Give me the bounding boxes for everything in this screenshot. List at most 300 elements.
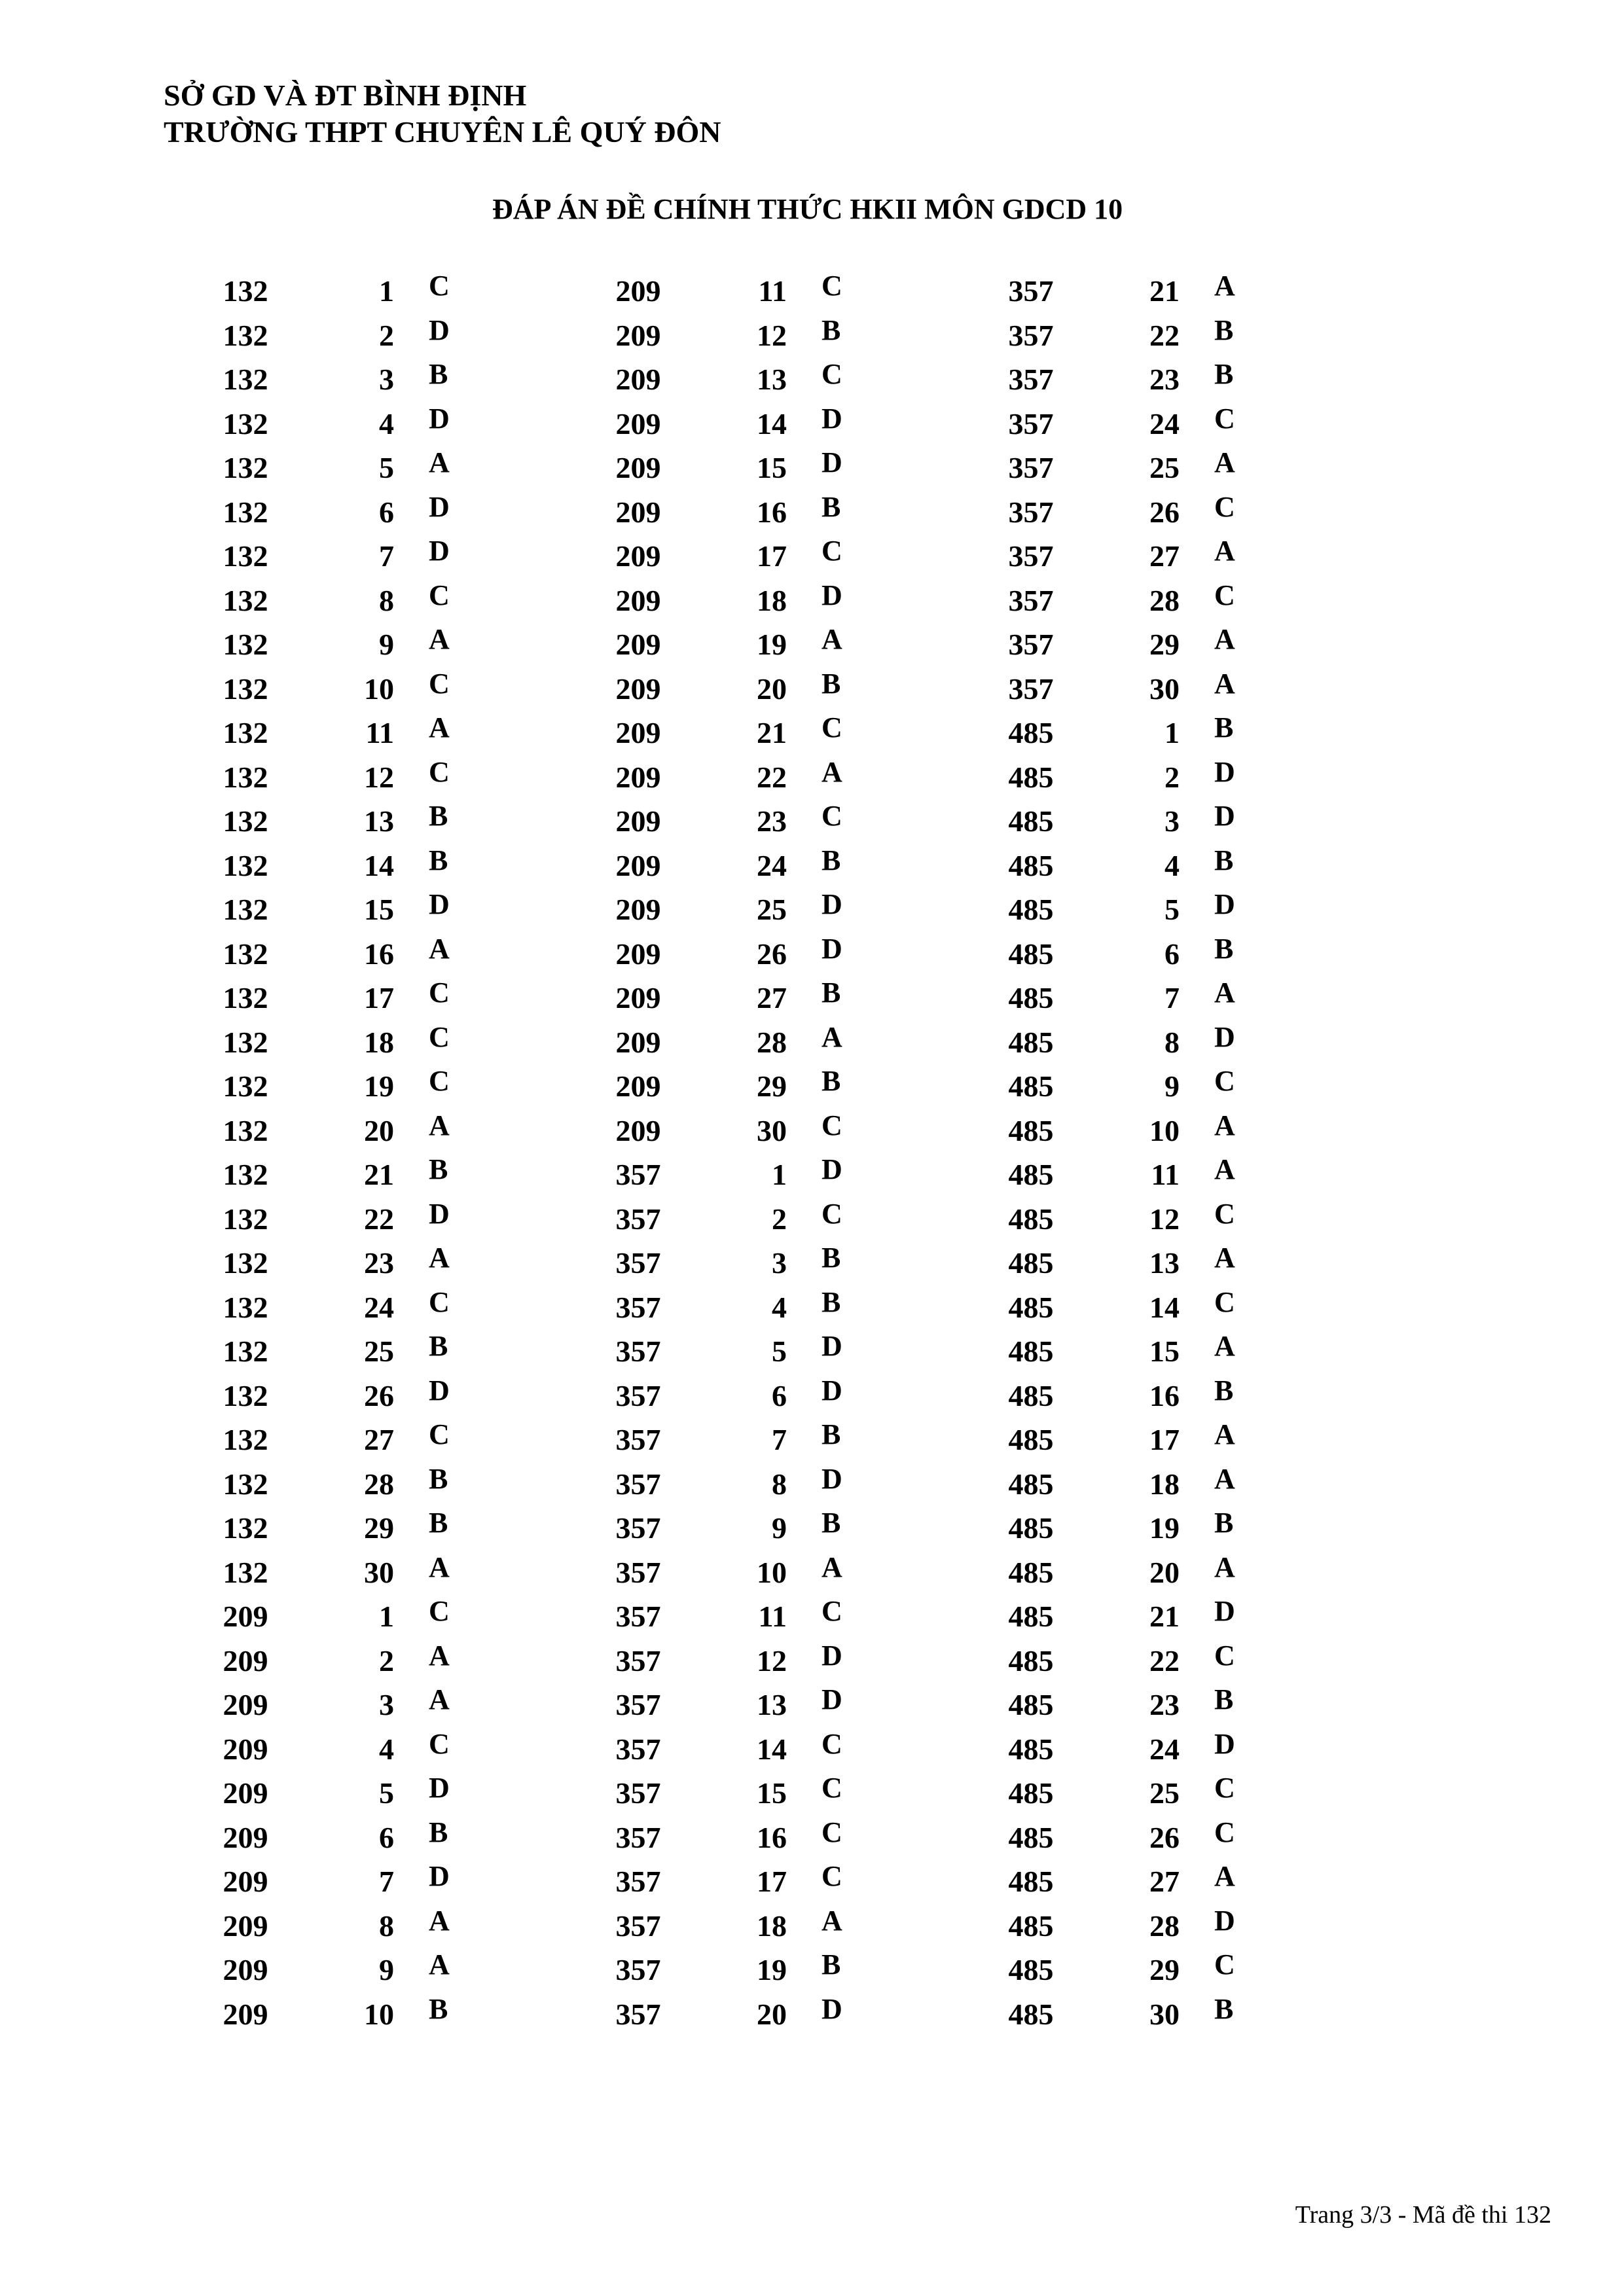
answer-row — [216, 314, 583, 358]
question-number: 25 — [757, 893, 787, 926]
answer-row — [1001, 269, 1368, 314]
answer-row — [216, 1374, 583, 1418]
answer-letter: B — [1214, 844, 1234, 876]
question-number: 6 — [1164, 937, 1180, 971]
exam-code: 209 — [223, 1732, 268, 1766]
answer-row — [216, 446, 583, 490]
exam-code: 485 — [1008, 1113, 1054, 1147]
question-number: 11 — [365, 716, 394, 749]
exam-code: 485 — [1008, 1688, 1054, 1721]
question-number: 9 — [772, 1511, 787, 1545]
answer-letter: C — [429, 1727, 450, 1760]
question-number: 8 — [379, 583, 394, 617]
answer-row — [1001, 357, 1368, 402]
answer-letter: B — [429, 1992, 448, 2025]
exam-code: 485 — [1008, 1025, 1054, 1059]
answer-letter: D — [821, 446, 842, 478]
exam-code: 209 — [615, 937, 661, 971]
answer-row — [609, 667, 975, 711]
exam-code: 357 — [615, 1555, 661, 1589]
question-number: 5 — [1164, 893, 1180, 926]
answer-row — [1001, 1506, 1368, 1551]
answer-letter: D — [1214, 888, 1235, 920]
exam-code: 357 — [615, 1909, 661, 1943]
exam-code: 485 — [1008, 760, 1054, 794]
question-number: 9 — [1164, 1069, 1180, 1103]
answer-row — [1001, 1594, 1368, 1639]
question-number: 27 — [1149, 1865, 1180, 1898]
answer-letter: A — [429, 623, 450, 655]
question-number: 9 — [379, 628, 394, 661]
answer-letter: D — [1214, 1904, 1235, 1937]
answer-letter: A — [1214, 1462, 1235, 1495]
answer-row — [1001, 711, 1368, 755]
question-number: 18 — [1149, 1467, 1180, 1501]
question-number: 1 — [772, 1158, 787, 1191]
exam-code: 209 — [223, 1865, 268, 1898]
exam-code: 132 — [223, 760, 268, 794]
exam-code: 357 — [615, 1865, 661, 1898]
question-number: 28 — [364, 1467, 394, 1501]
answer-letter: A — [1214, 623, 1235, 655]
department-name: SỞ GD VÀ ĐT BÌNH ĐỊNH — [164, 79, 527, 112]
answer-letter: C — [1214, 1285, 1235, 1318]
question-number: 2 — [772, 1202, 787, 1236]
exam-code: 209 — [223, 1997, 268, 2031]
exam-code: 132 — [223, 451, 268, 484]
answer-letter: B — [429, 1330, 448, 1362]
question-number: 9 — [379, 1953, 394, 1986]
answer-letter: D — [821, 932, 842, 965]
answer-letter: A — [429, 1242, 450, 1274]
answer-row — [609, 1064, 975, 1109]
exam-code: 209 — [615, 495, 661, 529]
answer-letter: D — [821, 1639, 842, 1672]
answer-row — [1001, 1020, 1368, 1065]
exam-code: 132 — [223, 1511, 268, 1545]
question-number: 24 — [1149, 1732, 1180, 1766]
answer-row — [216, 1992, 583, 2037]
answer-letter: A — [1214, 1109, 1235, 1141]
answer-letter: C — [821, 270, 842, 302]
exam-code: 357 — [1008, 363, 1054, 396]
answer-letter: A — [821, 1551, 842, 1583]
answer-row — [1001, 1639, 1368, 1683]
exam-code: 132 — [223, 1158, 268, 1191]
answer-row — [216, 1153, 583, 1197]
answer-letter: C — [429, 1065, 450, 1097]
exam-code: 357 — [615, 1600, 661, 1633]
question-number: 24 — [757, 848, 787, 882]
answer-row — [1001, 446, 1368, 490]
answer-row — [216, 888, 583, 932]
answer-row — [1001, 976, 1368, 1020]
answer-letter: C — [429, 1595, 450, 1627]
question-number: 2 — [379, 1643, 394, 1677]
answer-letter: A — [821, 623, 842, 655]
question-number: 15 — [364, 893, 394, 926]
question-number: 21 — [757, 716, 787, 749]
exam-code: 132 — [223, 495, 268, 529]
answer-row — [216, 1948, 583, 1992]
question-number: 23 — [1149, 363, 1180, 396]
answer-row — [216, 1418, 583, 1462]
answer-letter: C — [1214, 1816, 1235, 1848]
answer-letter: A — [1214, 446, 1235, 478]
answer-row — [1001, 1683, 1368, 1727]
answer-letter: A — [1214, 270, 1235, 302]
answer-letter: D — [1214, 755, 1235, 788]
answer-row — [1001, 1418, 1368, 1462]
question-number: 7 — [772, 1423, 787, 1456]
exam-code: 357 — [1008, 451, 1054, 484]
answer-row — [1001, 844, 1368, 888]
question-number: 4 — [1164, 848, 1180, 882]
answer-letter: C — [1214, 1197, 1235, 1230]
answer-row — [216, 402, 583, 446]
question-number: 28 — [1149, 1909, 1180, 1943]
answer-letter: B — [821, 1065, 841, 1097]
answer-letter: A — [429, 1109, 450, 1141]
answer-row — [609, 1551, 975, 1595]
answer-row — [1001, 1285, 1368, 1330]
answer-row — [609, 1948, 975, 1992]
exam-code: 485 — [1008, 1555, 1054, 1589]
exam-code: 485 — [1008, 804, 1054, 838]
answer-letter: D — [821, 1992, 842, 2025]
question-number: 13 — [757, 1688, 787, 1721]
answer-letter: C — [1214, 579, 1235, 611]
exam-code: 209 — [615, 274, 661, 308]
answer-letter: B — [821, 667, 841, 700]
question-number: 17 — [1149, 1423, 1180, 1456]
answer-row — [216, 1462, 583, 1507]
question-number: 12 — [1149, 1202, 1180, 1236]
question-number: 19 — [1149, 1511, 1180, 1545]
answer-letter: A — [429, 1639, 450, 1672]
exam-code: 485 — [1008, 1600, 1054, 1633]
answer-row — [1001, 534, 1368, 579]
answer-letter: B — [1214, 1992, 1234, 2025]
answer-row — [216, 1551, 583, 1595]
answer-row — [1001, 667, 1368, 711]
answer-row — [1001, 1948, 1368, 1992]
answer-row — [1001, 1816, 1368, 1860]
answer-row — [1001, 579, 1368, 623]
question-number: 29 — [364, 1511, 394, 1545]
answer-row — [216, 1727, 583, 1772]
exam-code: 485 — [1008, 1820, 1054, 1854]
answer-row — [609, 314, 975, 358]
question-number: 29 — [1149, 1953, 1180, 1986]
exam-code: 132 — [223, 1113, 268, 1147]
question-number: 3 — [772, 1246, 787, 1280]
question-number: 15 — [757, 1776, 787, 1810]
answer-row — [1001, 314, 1368, 358]
answer-letter: A — [1214, 1418, 1235, 1450]
answer-row — [216, 357, 583, 402]
answer-letter: B — [429, 358, 448, 390]
question-number: 25 — [364, 1335, 394, 1368]
exam-code: 357 — [615, 1732, 661, 1766]
answer-letter: C — [429, 1020, 450, 1053]
exam-code: 485 — [1008, 1202, 1054, 1236]
answer-row — [609, 402, 975, 446]
exam-code: 132 — [223, 1555, 268, 1589]
answer-letter: C — [821, 1109, 842, 1141]
exam-code: 485 — [1008, 1378, 1054, 1412]
answer-column-3 — [1001, 269, 1368, 2036]
answer-row — [609, 269, 975, 314]
exam-code: 209 — [615, 628, 661, 661]
exam-code: 209 — [615, 363, 661, 396]
question-number: 11 — [758, 1600, 787, 1633]
answer-letter: C — [821, 1860, 842, 1892]
question-number: 13 — [757, 363, 787, 396]
answer-letter: B — [429, 1816, 448, 1848]
answer-row — [216, 269, 583, 314]
exam-code: 132 — [223, 1025, 268, 1059]
exam-code: 132 — [223, 1378, 268, 1412]
answer-letter: C — [429, 977, 450, 1009]
question-number: 26 — [757, 937, 787, 971]
question-number: 20 — [364, 1113, 394, 1147]
answer-row — [216, 1639, 583, 1683]
exam-code: 485 — [1008, 1069, 1054, 1103]
exam-code: 209 — [223, 1776, 268, 1810]
question-number: 24 — [1149, 406, 1180, 440]
exam-code: 209 — [223, 1909, 268, 1943]
question-number: 1 — [1164, 716, 1180, 749]
exam-code: 209 — [615, 804, 661, 838]
exam-code: 357 — [1008, 672, 1054, 706]
answer-letter: C — [429, 1285, 450, 1318]
exam-code: 132 — [223, 1290, 268, 1324]
answer-row — [1001, 1462, 1368, 1507]
answer-letter: D — [429, 1860, 450, 1892]
question-number: 12 — [757, 1643, 787, 1677]
exam-code: 485 — [1008, 1643, 1054, 1677]
question-number: 7 — [1164, 981, 1180, 1014]
exam-code: 357 — [1008, 583, 1054, 617]
exam-code: 357 — [615, 1953, 661, 1986]
answer-letter: B — [821, 844, 841, 876]
answer-row — [216, 932, 583, 977]
answer-letter: B — [429, 800, 448, 832]
exam-code: 485 — [1008, 1776, 1054, 1810]
question-number: 30 — [1149, 672, 1180, 706]
question-number: 15 — [757, 451, 787, 484]
question-number: 28 — [1149, 583, 1180, 617]
answer-row — [609, 1639, 975, 1683]
answer-row — [216, 1197, 583, 1242]
question-number: 18 — [364, 1025, 394, 1059]
exam-code: 209 — [615, 1069, 661, 1103]
exam-code: 132 — [223, 804, 268, 838]
exam-code: 485 — [1008, 716, 1054, 749]
answer-letter: C — [821, 358, 842, 390]
answer-letter: A — [1214, 535, 1235, 567]
question-number: 2 — [1164, 760, 1180, 794]
question-number: 29 — [757, 1069, 787, 1103]
answer-letter: A — [429, 1904, 450, 1937]
answer-letter: C — [821, 800, 842, 832]
answer-letter: C — [429, 755, 450, 788]
question-number: 8 — [772, 1467, 787, 1501]
question-number: 21 — [1149, 1600, 1180, 1633]
answer-row — [1001, 1153, 1368, 1197]
exam-code: 209 — [615, 583, 661, 617]
answer-row — [609, 1771, 975, 1816]
exam-code: 357 — [1008, 274, 1054, 308]
question-number: 25 — [1149, 451, 1180, 484]
answer-row — [1001, 1064, 1368, 1109]
answer-row — [609, 1153, 975, 1197]
answer-row — [216, 534, 583, 579]
question-number: 8 — [1164, 1025, 1180, 1059]
answer-letter: D — [429, 1197, 450, 1230]
question-number: 21 — [364, 1158, 394, 1191]
exam-code: 357 — [615, 1378, 661, 1412]
exam-code: 132 — [223, 1423, 268, 1456]
answer-letter: C — [821, 1595, 842, 1627]
exam-code: 357 — [615, 1467, 661, 1501]
question-number: 14 — [757, 1732, 787, 1766]
exam-code: 357 — [615, 1776, 661, 1810]
question-number: 2 — [379, 318, 394, 352]
question-number: 5 — [379, 1776, 394, 1810]
answer-letter: D — [429, 1772, 450, 1804]
answer-row — [1001, 1109, 1368, 1153]
question-number: 12 — [364, 760, 394, 794]
answer-letter: D — [821, 1330, 842, 1362]
exam-code: 132 — [223, 1246, 268, 1280]
question-number: 23 — [364, 1246, 394, 1280]
answer-row — [1001, 1197, 1368, 1242]
question-number: 22 — [757, 760, 787, 794]
answer-row — [609, 1683, 975, 1727]
question-number: 20 — [757, 1997, 787, 2031]
exam-code: 357 — [1008, 539, 1054, 573]
answer-row — [1001, 1859, 1368, 1904]
exam-code: 485 — [1008, 1997, 1054, 2031]
question-number: 18 — [757, 583, 787, 617]
answer-row — [1001, 755, 1368, 800]
question-number: 18 — [757, 1909, 787, 1943]
question-number: 6 — [772, 1378, 787, 1412]
question-number: 4 — [379, 1732, 394, 1766]
question-number: 17 — [757, 539, 787, 573]
question-number: 7 — [379, 1865, 394, 1898]
question-number: 7 — [379, 539, 394, 573]
answer-letter: D — [821, 1462, 842, 1495]
answer-row — [609, 1285, 975, 1330]
question-number: 16 — [757, 1820, 787, 1854]
answer-letter: A — [429, 711, 450, 744]
exam-code: 132 — [223, 539, 268, 573]
exam-code: 485 — [1008, 1467, 1054, 1501]
answer-row — [609, 844, 975, 888]
answer-row — [216, 1594, 583, 1639]
exam-code: 209 — [223, 1643, 268, 1677]
question-number: 3 — [379, 1688, 394, 1721]
question-number: 20 — [757, 672, 787, 706]
answer-letter: C — [1214, 1772, 1235, 1804]
question-number: 14 — [364, 848, 394, 882]
question-number: 6 — [379, 1820, 394, 1854]
exam-code: 132 — [223, 1335, 268, 1368]
answer-row — [216, 799, 583, 844]
answer-row — [1001, 1771, 1368, 1816]
question-number: 26 — [364, 1378, 394, 1412]
exam-code: 209 — [615, 893, 661, 926]
exam-code: 132 — [223, 937, 268, 971]
answer-row — [1001, 1374, 1368, 1418]
answer-letter: D — [429, 314, 450, 346]
question-number: 14 — [1149, 1290, 1180, 1324]
question-number: 25 — [1149, 1776, 1180, 1810]
answer-row — [1001, 932, 1368, 977]
answer-row — [609, 579, 975, 623]
answer-row — [609, 711, 975, 755]
answer-letter: D — [1214, 1020, 1235, 1053]
question-number: 5 — [379, 451, 394, 484]
answer-row — [216, 1771, 583, 1816]
answer-row — [609, 1241, 975, 1285]
exam-code: 357 — [1008, 495, 1054, 529]
exam-code: 132 — [223, 1467, 268, 1501]
answer-column-2 — [609, 269, 975, 2036]
question-number: 20 — [1149, 1555, 1180, 1589]
school-name: TRƯỜNG THPT CHUYÊN LÊ QUÝ ĐÔN — [164, 115, 721, 149]
exam-code: 485 — [1008, 1290, 1054, 1324]
answer-row — [1001, 799, 1368, 844]
question-number: 21 — [1149, 274, 1180, 308]
answer-row — [609, 1418, 975, 1462]
answer-letter: C — [821, 1816, 842, 1848]
exam-code: 357 — [1008, 628, 1054, 661]
answer-row — [609, 534, 975, 579]
answer-row — [216, 844, 583, 888]
exam-code: 357 — [615, 1511, 661, 1545]
answer-letter: B — [1214, 711, 1234, 744]
answer-row — [216, 755, 583, 800]
question-number: 3 — [379, 363, 394, 396]
answer-letter: C — [429, 667, 450, 700]
exam-code: 485 — [1008, 981, 1054, 1014]
answer-row — [609, 1816, 975, 1860]
answer-row — [609, 1109, 975, 1153]
answer-row — [609, 1727, 975, 1772]
answer-letter: C — [429, 270, 450, 302]
exam-code: 485 — [1008, 1246, 1054, 1280]
answer-row — [216, 1285, 583, 1330]
exam-code: 132 — [223, 628, 268, 661]
answer-letter: B — [1214, 358, 1234, 390]
question-number: 4 — [772, 1290, 787, 1324]
answer-row — [216, 1329, 583, 1374]
question-number: 12 — [757, 318, 787, 352]
exam-code: 485 — [1008, 848, 1054, 882]
question-number: 30 — [1149, 1997, 1180, 2031]
answer-row — [1001, 622, 1368, 667]
answer-letter: B — [821, 490, 841, 523]
answer-letter: C — [429, 579, 450, 611]
exam-code: 132 — [223, 1202, 268, 1236]
question-number: 23 — [1149, 1688, 1180, 1721]
exam-code: 209 — [615, 451, 661, 484]
answer-letter: A — [1214, 1330, 1235, 1362]
